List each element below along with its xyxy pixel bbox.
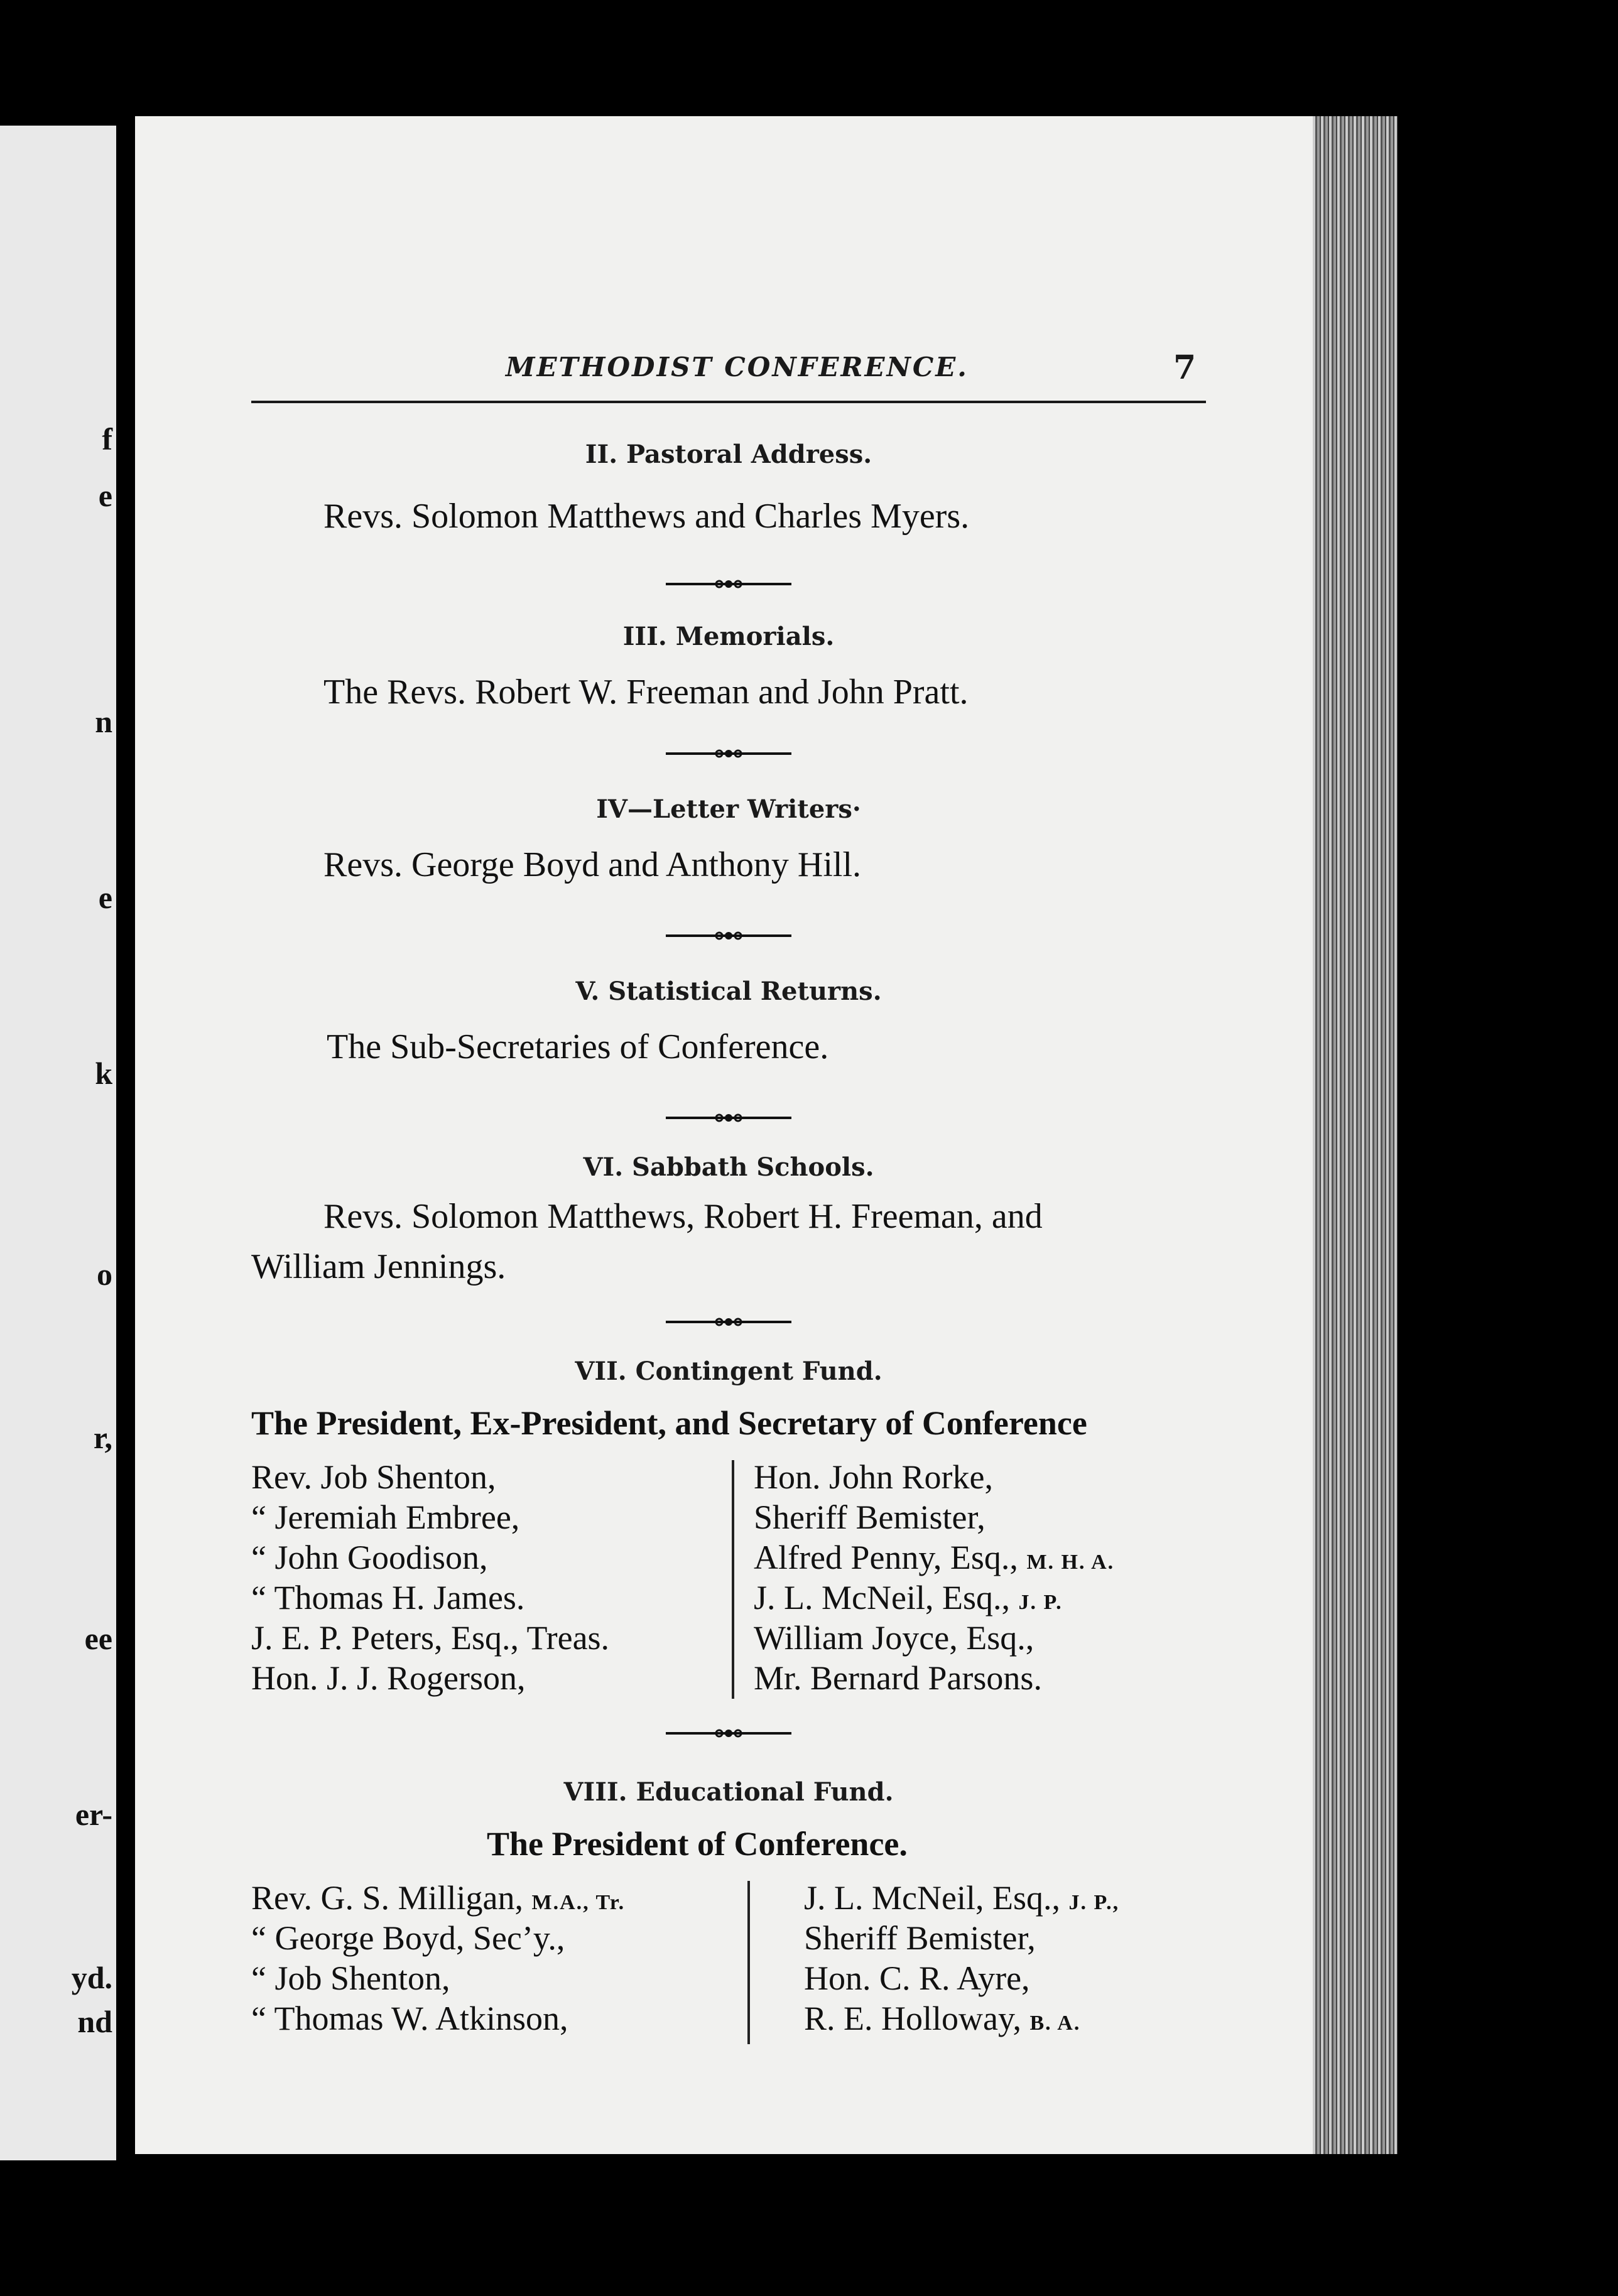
facing-page-fragment: er-: [75, 1797, 112, 1832]
member-name: Rev. G. S. Milligan,: [251, 1879, 532, 1917]
ornamental-divider: [666, 1316, 791, 1328]
section-heading: VI. Sabbath Schools.: [583, 1152, 874, 1182]
facing-page-fragment: r,: [93, 1420, 112, 1455]
facing-page-fragment: k: [95, 1056, 112, 1091]
ornamental-divider: [666, 1727, 791, 1740]
section-text: Revs. Solomon Matthews and Charles Myers.: [323, 497, 970, 536]
facing-page-edge: [0, 126, 116, 2160]
educational-fund-left-column: [251, 1878, 625, 2039]
facing-page-fragment: e: [98, 880, 112, 915]
section-heading: III. Memorials.: [622, 622, 835, 651]
ornamental-divider: [666, 1112, 791, 1124]
section-heading: II. Pastoral Address.: [585, 440, 872, 469]
contingent-fund-left-column: [251, 1457, 609, 1698]
member-name: Rev. Job Shenton,: [251, 1458, 496, 1496]
member-title: M. H. A.: [1026, 1551, 1115, 1574]
column-divider: [747, 1881, 750, 2044]
section-heading: V. Statistical Returns.: [575, 977, 882, 1006]
member-name: “ Job Shenton,: [251, 1959, 450, 1997]
column-divider: [732, 1460, 734, 1699]
section-heading: VIII. Educational Fund.: [563, 1777, 894, 1807]
member-name: William Joyce, Esq.,: [754, 1619, 1034, 1657]
page-edges: [1313, 116, 1398, 2154]
member-name: Sheriff Bemister,: [754, 1498, 985, 1536]
member-name: Alfred Penny, Esq.,: [754, 1539, 1027, 1576]
section-heading: IV—Letter Writers·: [596, 794, 861, 824]
member-name: “ George Boyd, Sec’y.,: [251, 1919, 565, 1957]
member-name: Hon. C. R. Ayre,: [804, 1959, 1030, 1997]
facing-page-fragment: yd.: [71, 1960, 112, 1995]
member-name: J. L. McNeil, Esq.,: [804, 1879, 1069, 1917]
member-name: R. E. Holloway,: [804, 2000, 1030, 2037]
member-name: “ Thomas H. James.: [251, 1579, 525, 1616]
ornamental-divider: [666, 747, 791, 760]
facing-page-fragment: ee: [84, 1621, 112, 1656]
section-text: Revs. Solomon Matthews, Robert H. Freeman, and: [323, 1197, 1043, 1236]
ornamental-divider: [666, 578, 791, 590]
running-head: METHODIST CONFERENCE.: [506, 352, 969, 382]
ornamental-divider: [666, 929, 791, 942]
section-heading: VII. Contingent Fund.: [575, 1356, 882, 1386]
contingent-fund-right-column: [754, 1457, 1114, 1698]
facing-page-fragment: f: [102, 421, 112, 457]
page-number: 7: [1173, 349, 1197, 387]
section-text: Revs. George Boyd and Anthony Hill.: [323, 845, 862, 884]
member-name: Hon. John Rorke,: [754, 1458, 993, 1496]
facing-page-fragment: n: [95, 704, 112, 739]
member-name: Hon. J. J. Rogerson,: [251, 1659, 526, 1697]
member-name: J. E. P. Peters, Esq., Treas.: [251, 1619, 610, 1657]
member-name: Mr. Bernard Parsons.: [754, 1659, 1042, 1697]
member-title: M.A., Tr.: [531, 1891, 626, 1914]
section-text: The Revs. Robert W. Freeman and John Pratt.: [323, 673, 969, 712]
section-text: The Sub-Secretaries of Conference.: [327, 1027, 829, 1066]
section-text: William Jennings.: [251, 1247, 506, 1286]
member-name: “ Jeremiah Embree,: [251, 1498, 520, 1536]
member-title: J. P.: [1018, 1591, 1063, 1614]
member-name: J. L. McNeil, Esq.,: [754, 1579, 1019, 1616]
member-name: “ John Goodison,: [251, 1539, 488, 1576]
facing-page-fragment: nd: [77, 2004, 112, 2039]
member-title: J. P.,: [1068, 1891, 1120, 1914]
section-intro: The President of Conference.: [487, 1825, 908, 1863]
educational-fund-right-column: [804, 1878, 1119, 2039]
member-name: “ Thomas W. Atkinson,: [251, 2000, 568, 2037]
member-title: B. A.: [1029, 2012, 1081, 2035]
section-intro: The President, Ex-President, and Secretary of Conference: [251, 1404, 1087, 1442]
member-name: Sheriff Bemister,: [804, 1919, 1036, 1957]
facing-page-fragment: o: [97, 1257, 112, 1292]
header-rule: [251, 401, 1206, 403]
facing-page-fragment: e: [98, 478, 112, 513]
